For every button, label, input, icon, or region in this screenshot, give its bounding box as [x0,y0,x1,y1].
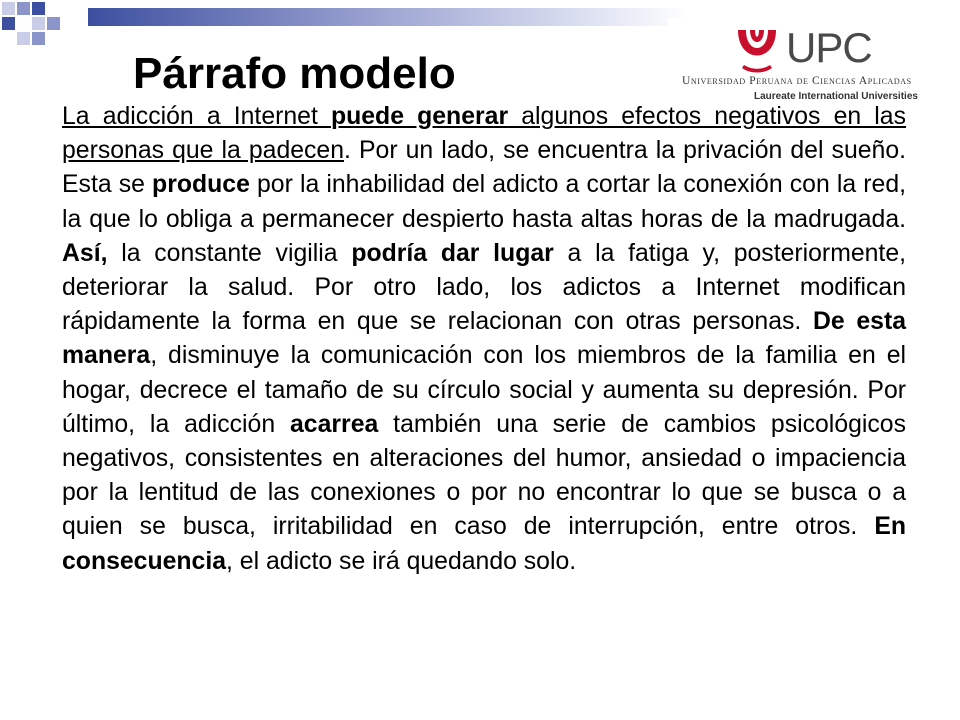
text-run: , el adicto se irá quedando solo. [226,547,577,575]
text-run: a la fatiga y, posteriormente, deteriorar la salud. Por otro lado, los adictos a Internet modifican rápidamente la forma en que se relacionan con otras personas. [62,239,907,336]
decorative-square [32,32,45,45]
logo-wordmark: UPC [786,24,872,71]
connector-bold: puede generar [330,103,509,130]
connector-bold: De esta manera [62,308,907,370]
connector-bold: produce [152,171,250,199]
text-run: también una serie de cambios psicológicos negativos, consistentes en alteraciones del humor, ansiedad o impaciencia por la lentitud de las conexiones o por no encontrar lo que se busca o a quien se busca, irritabilidad en caso de interrupción, entre otros. [62,410,906,541]
text-run: por la inhabilidad del adicto a cortar la conexión con la red, la que lo obliga a permanecer despierto hasta altas horas de la madrugada. [62,171,906,233]
connector-bold: Así, [62,239,108,267]
text-run: algunos efectos negativos en las personas que la padecen [62,103,906,165]
connector-bold: podría dar lugar [351,239,554,267]
decorative-square [47,17,60,30]
decorative-square [17,32,30,45]
decorative-square [32,17,45,30]
logo-network-name: Laureate International Universities [754,91,918,102]
upc-logo [668,18,960,110]
decorative-square [2,2,15,15]
header-bar [88,8,688,26]
slide-title: Párrafo modelo [133,49,456,98]
decorative-square [32,2,45,15]
text-run: la constante vigilia [107,239,352,267]
text-run: , disminuye la comunicación con los miembros de la familia en el hogar, decrece el tamaño de su círculo social y aumenta su depresión. Por último, la adicción [62,342,906,438]
logo-university-name: Universidad Peruana de Ciencias Aplicadas [682,75,912,87]
text-run: La adicción a Internet [62,103,331,130]
decorative-square [2,17,15,30]
connector-bold: acarrea [290,410,379,438]
decorative-square [17,2,30,15]
text-run: . Por un lado, se encuentra la privación del sueño. Esta se [62,137,906,199]
upc-emblem-icon [734,24,780,76]
model-paragraph [62,100,906,579]
decorative-squares [0,0,80,60]
connector-bold: En consecuencia [62,513,906,575]
